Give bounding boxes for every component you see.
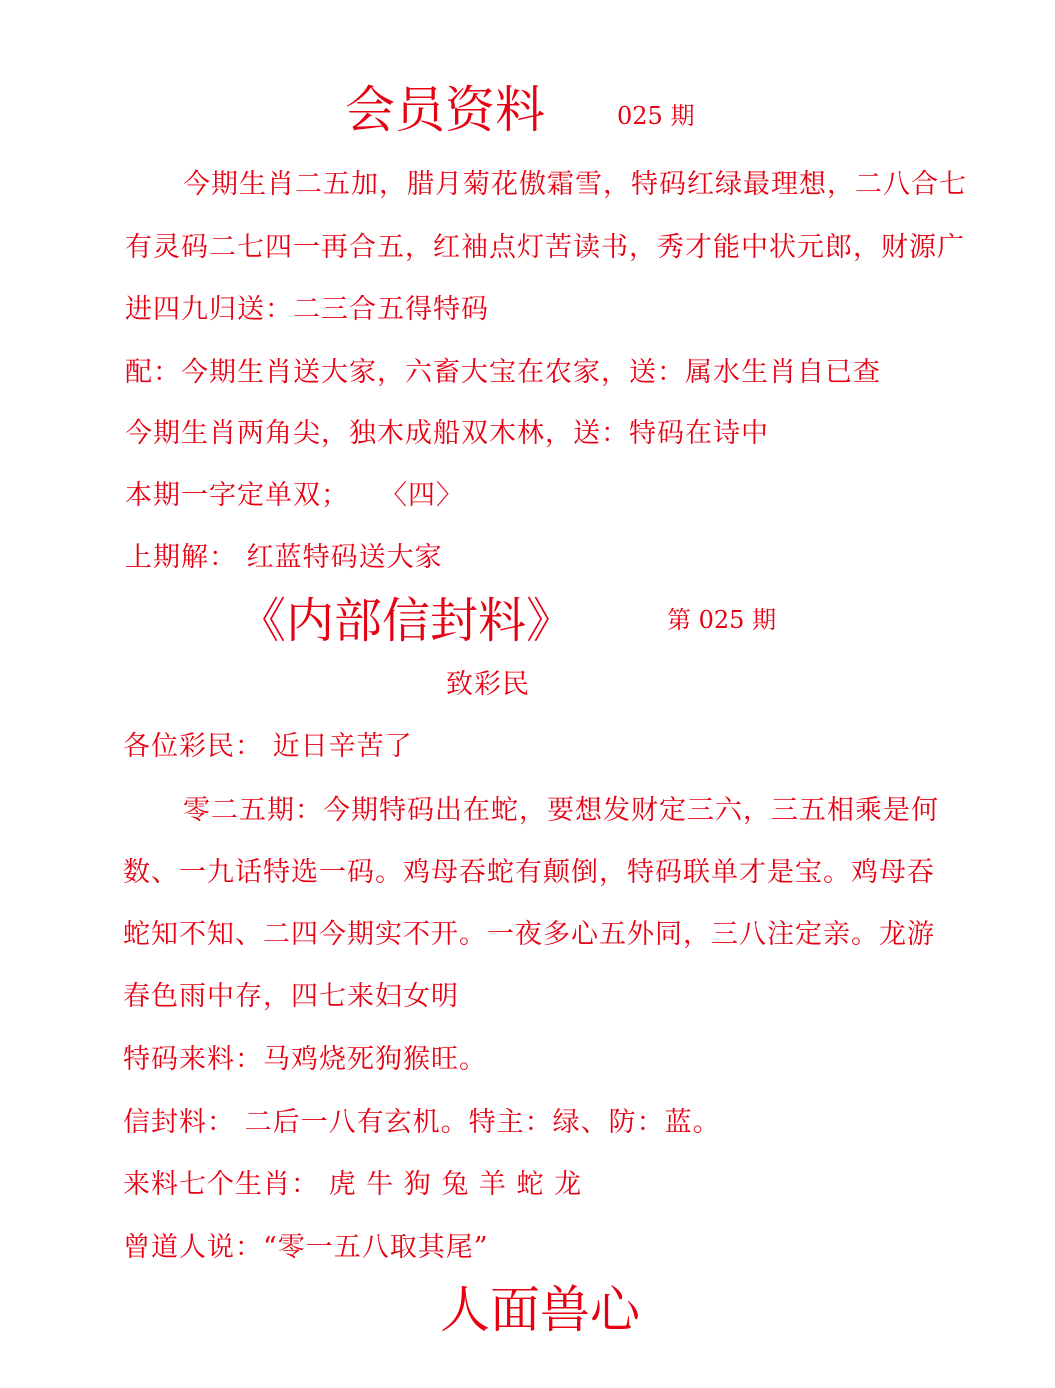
last-issue-answer: 上期解： 红蓝特码送大家 — [125, 542, 443, 573]
envelope-paragraph-line-1: 零二五期：今期特码出在蛇，要想发财定三六，三五相乘是何 — [183, 795, 939, 826]
member-info-line-2: 有灵码二七四一再合五，红袖点灯苦读书，秀才能中状元郎，财源广 — [125, 232, 965, 263]
taoist-saying: 曾道人说：“零一五八取其尾” — [123, 1232, 489, 1263]
envelope-paragraph-line-4: 春色雨中存，四七来妇女明 — [123, 981, 459, 1012]
member-info-issue: 025 期 — [617, 102, 695, 130]
envelope-title: 《内部信封料》 — [238, 593, 575, 649]
envelope-issue: 第 025 期 — [667, 606, 777, 634]
envelope-paragraph-line-2: 数、一九话特选一码。鸡母吞蛇有颠倒，特码联单才是宝。鸡母吞 — [123, 857, 935, 888]
member-info-title: 会员资料 — [345, 81, 545, 139]
member-info-line-3: 进四九归送：二三合五得特码 — [125, 294, 489, 325]
greeting-line: 各位彩民： 近日辛苦了 — [123, 731, 413, 762]
envelope-subtitle: 致彩民 — [446, 669, 530, 700]
odd-even-value: 〈四〉 — [380, 480, 464, 511]
special-code-source: 特码来料：马鸡烧死狗猴旺。 — [123, 1044, 487, 1075]
envelope-paragraph-line-3: 蛇知不知、二四今期实不开。一夜多心五外同，三八注定亲。龙游 — [123, 919, 935, 950]
member-info-line-4: 配：今期生肖送大家，六畜大宝在农家，送：属水生肖自已查 — [125, 357, 881, 388]
member-info-line-1: 今期生肖二五加，腊月菊花傲霜雪，特码红绿最理想，二八合七 — [183, 169, 967, 200]
envelope-material: 信封料： 二后一八有玄机。特主：绿、防：蓝。 — [123, 1107, 721, 1138]
odd-even-label: 本期一字定单双； — [125, 480, 349, 511]
seven-zodiacs: 来料七个生肖： 虎 牛 狗 兔 羊 蛇 龙 — [123, 1169, 583, 1200]
footer-phrase: 人面兽心 — [440, 1281, 640, 1339]
member-info-line-5: 今期生肖两角尖，独木成船双木林，送：特码在诗中 — [125, 418, 769, 449]
